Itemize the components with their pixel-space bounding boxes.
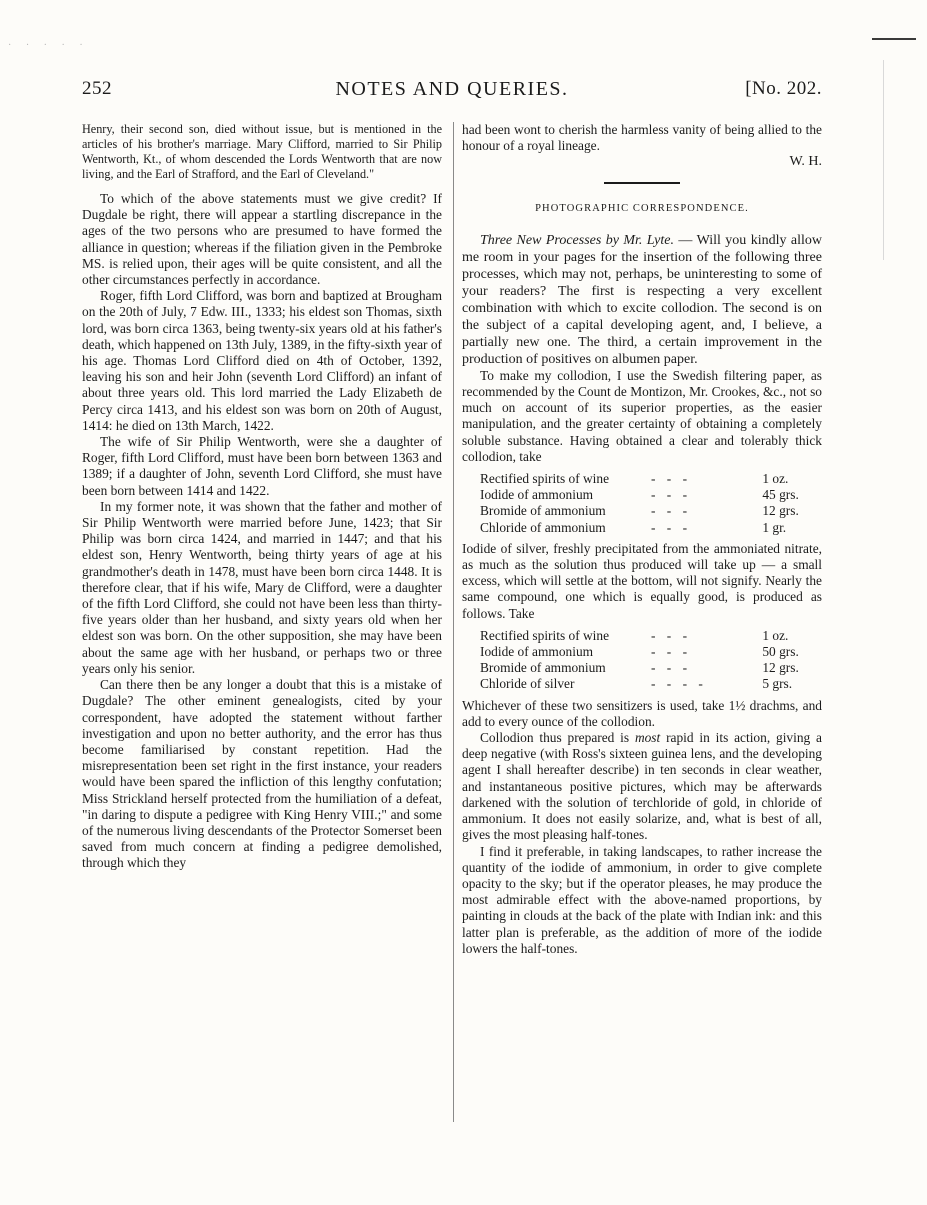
paragraph-iodide-silver: Iodide of silver, freshly precipitated from the ammoniated nitrate, as much as the solution thus produced will take up — a small excess, which will settle at the bottom, will not signify. Nearly the same compound, one which is equally good, is produced as follows. Take xyxy=(462,540,822,621)
paragraph-landscapes: I find it preferable, in taking landscapes, to rather increase the quantity of the iodide of ammonium, in order to give complete opacity to the sky; but if the operator pleases, he may produce the most admirable effect with the above-named proportions, by painting in clouds at the back of the plate with Indian ink: and this latter plan is preferable, as the addition of more of the iodide lowers the half-tones. xyxy=(462,843,822,956)
ingredient-quantity: 5 grs. xyxy=(762,676,793,692)
issue-number: [No. 202. xyxy=(745,78,822,99)
section-title: PHOTOGRAPHIC CORRESPONDENCE. xyxy=(535,202,749,214)
ingredient-name: Bromide of ammonium xyxy=(480,503,606,519)
ingredient-leader: - - - - xyxy=(651,676,707,692)
ingredient-quantity: 50 grs. xyxy=(762,644,799,660)
ingredient-name: Chloride of ammonium xyxy=(480,519,606,535)
recipe-list-1 xyxy=(462,471,822,536)
paragraph-credit: To which of the above statements must we give credit? If Dugdale be right, there will appear a startling discrepance in the ages of the two persons who are presumed to have formed the alliance in question; whereas if the filiation given in the Pembroke MS. is relied upon, their ages will be quite consistent, and all the other circumstances perfectly in accordance. xyxy=(82,191,442,288)
ingredient-name: Iodide of ammonium xyxy=(480,644,594,660)
ingredient-quantity: 45 grs. xyxy=(762,487,799,503)
ingredient-leader: - - - xyxy=(651,503,692,519)
margin-dash xyxy=(872,38,916,40)
ingredient-leader: - - - xyxy=(651,644,692,660)
rapid-emphasis: most xyxy=(634,730,661,746)
ingredient-leader: - - - xyxy=(651,487,692,503)
page-header xyxy=(82,78,822,108)
ingredient-leader: - - - xyxy=(651,471,692,487)
section-rule xyxy=(604,182,680,184)
rapid-text-a: Collodion thus prepared is xyxy=(480,730,635,746)
recipe-row xyxy=(480,660,822,676)
rapid-text-b: rapid in its action, giving a deep negative (with Ross's sixteen guinea lens, and the developing agent I shall hereafter describe) in ten seconds in clear weather, and instantaneous positive pictures, which may be afterwards darkened with the solution of terchloride of gold, in chloride of ammonium. It does not easily solarize, and, what is best of all, gives the most pleasing half-tones. xyxy=(462,730,822,843)
paragraph-wife-wentworth: The wife of Sir Philip Wentworth, were she a daughter of Roger, fifth Lord Clifford, must have been born between 1363 and 1389; if a daughter of John, seventh Lord Clifford, she must have been born between 1414 and 1422. xyxy=(82,434,442,498)
paragraph-collodion: To make my collodion, I use the Swedish filtering paper, as recommended by the Count de Montizon, Mr. Crookes, &c., not so much on account of its superior properties, as the easier manipulation, and the greater certainty of obtaining a completely soluble substance. Having obtained a clear and tolerably thick collodion, take xyxy=(462,367,822,464)
ingredient-quantity: 12 grs. xyxy=(762,660,799,676)
ingredient-name: Rectified spirits of wine xyxy=(480,471,610,487)
ingredient-name: Rectified spirits of wine xyxy=(480,627,610,643)
recipe-row xyxy=(480,644,822,660)
recipe-list-2 xyxy=(462,628,822,693)
margin-dots: · · · · · xyxy=(8,40,89,51)
paragraph-three-processes xyxy=(462,232,822,368)
ingredient-leader: - - - xyxy=(651,519,692,535)
continuation-paragraph: had been wont to cherish the harmless vanity of being allied to the honour of a royal lineage. xyxy=(462,122,822,154)
running-title: NOTES AND QUERIES. xyxy=(335,78,569,100)
recipe-row xyxy=(480,628,822,644)
ingredient-leader: - - - xyxy=(651,660,692,676)
right-column xyxy=(462,122,822,957)
ingredient-name: Bromide of ammonium xyxy=(480,660,606,676)
recipe-row xyxy=(480,676,822,692)
paragraph-rapid-action xyxy=(462,730,822,843)
ingredient-quantity: 12 grs. xyxy=(762,503,799,519)
signature: W. H. xyxy=(789,154,822,170)
paragraph-sensitizers: Whichever of these two sensitizers is used, take 1½ drachms, and add to every ounce of the collodion. xyxy=(462,697,822,729)
column-divider xyxy=(453,122,454,1122)
quoted-passage: Henry, their second son, died without issue, but is mentioned in the articles of his brother's marriage. Mary Clifford, married to Sir Philip Wentworth, Kt., of whom descended the Lords Wentworth that are now living, and the Earl of Strafford, and the Earl of Cleveland." xyxy=(82,122,442,181)
recipe-row xyxy=(480,471,822,487)
ingredient-leader: - - - xyxy=(651,627,692,643)
paragraph-mistake-dugdale: Can there then be any longer a doubt that this is a mistake of Dugdale? The other eminent genealogists, cited by your correspondent, have adopted the statement without farther investigation and upon no better authority, and the error has thus become familiarised by constant repetition. Had the misrepresentation been set right in the first instance, your readers would have been spared the infliction of this lengthy confutation; Miss Strickland herself protected from the humiliation of a defeat, "in daring to dispute a pedigree with King Henry VIII.;" and some of the numerous living descendants of the Protector Somerset been saved from much concern at finding a pedigree demolished, through which they xyxy=(82,677,442,871)
paragraph-roger-clifford: Roger, fifth Lord Clifford, was born and baptized at Brougham on the 20th of July, 7 Edw. III., 1333; his eldest son Thomas, sixth lord, was born circa 1363, being twenty-six years old at his father's death, which happened on 13th July, 1389, in the fifty-sixth year of his age. Thomas Lord Clifford died on 4th of October, 1392, leaving his son and heir John (seventh Lord Clifford) an infant of about three years old. This lord married the Lady Elizabeth de Percy circa 1413, and his eldest son was born on 20th of August, 1414: he died on 13th March, 1422. xyxy=(82,288,442,433)
page-number: 252 xyxy=(82,78,112,99)
article-intro: — Will you kindly allow me room in your pages for the insertion of the following three processes, which may not, perhaps, be uninteresting to some of your readers? The first is respecting a very excellent combination with which to excite collodion. The second is on the subject of a capital developing agent, and, I believe, a partially new one. The third, a certain improvement in the production of positives on albumen paper. xyxy=(462,232,822,367)
ingredient-name: Iodide of ammonium xyxy=(480,487,594,503)
paragraph-former-note: In my former note, it was shown that the father and mother of Sir Philip Wentworth were married before June, 1423; that Sir Philip was born circa 1424, and married in 1447; and that his eldest son, Henry Wentworth, being thirty years of age at his grandmother's death in 1478, must have been born circa 1448. It is therefore clear, that if his wife, Mary de Clifford, were a daughter of the fifth Lord Clifford, she could not have been less than thirty-five years older than her husband, and sixty years old when her eldest son was born. On the other supposition, she may have been about the same age with her husband, or perhaps two or three years only his senior. xyxy=(82,498,442,676)
ingredient-quantity: 1 oz. xyxy=(762,627,789,643)
ingredient-quantity: 1 oz. xyxy=(762,471,789,487)
margin-line xyxy=(883,60,884,260)
ingredient-quantity: 1 gr. xyxy=(762,519,787,535)
ingredient-name: Chloride of silver xyxy=(480,676,575,692)
left-column xyxy=(82,122,442,872)
recipe-row xyxy=(480,520,822,536)
recipe-row xyxy=(480,503,822,519)
article-title: Three New Processes by Mr. Lyte. xyxy=(480,232,674,248)
recipe-row xyxy=(480,487,822,503)
